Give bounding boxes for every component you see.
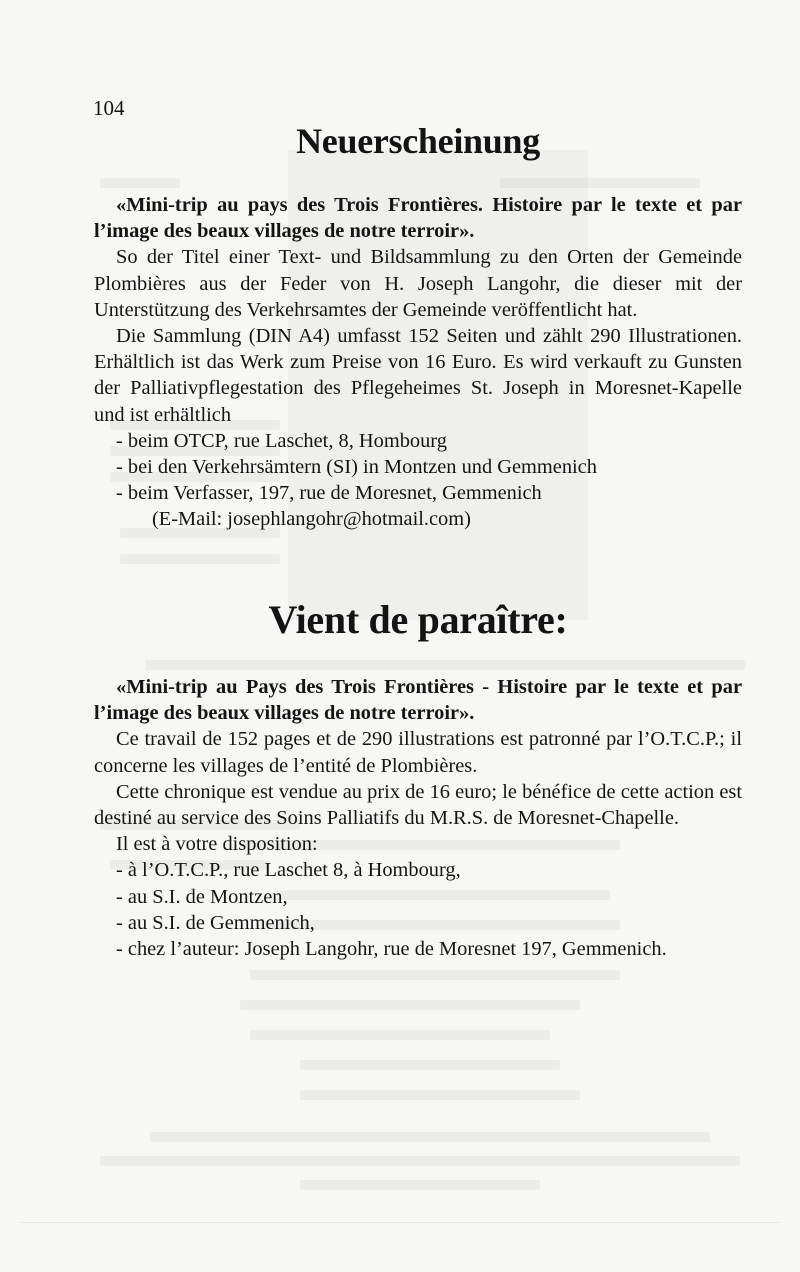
german-item: - beim OTCP, rue Laschet, 8, Hombourg	[116, 429, 447, 452]
german-heading: Neuerscheinung	[296, 121, 540, 161]
french-paragraph-2: Cette chronique est vendue au prix de 16 euro; le bénéfice de cette action est destiné au service des Soins Palliatifs du M.R.S. de Moresnet-Chapelle.	[94, 780, 742, 830]
bleed-line	[300, 1060, 560, 1070]
bleed-line	[150, 1132, 710, 1142]
bleed-line	[145, 660, 745, 670]
french-item: - au S.I. de Gemmenich,	[116, 911, 315, 934]
german-paragraph-1: So der Titel einer Text- und Bildsammlung zu den Orten der Gemeinde Plombières aus der Feder von H. Joseph Langohr, die dieser mit der Unterstützung des Verkehrsamtes der Gemeinde veröffentlicht hat.	[94, 246, 742, 321]
german-lead: «Mini-trip au pays des Trois Frontières. Histoire par le texte et par l’image des beaux villages de notre terroir».	[94, 194, 742, 243]
french-heading: Vient de paraître:	[268, 597, 568, 642]
bleed-line	[300, 1180, 540, 1190]
german-item: - beim Verfasser, 197, rue de Moresnet, Gemmenich	[116, 482, 542, 505]
german-item: - bei den Verkehrsämtern (SI) in Montzen und Gemmenich	[116, 456, 597, 479]
page-number: 104	[93, 96, 125, 120]
french-availability: Il est à votre disposition:	[116, 833, 318, 856]
french-item: - au S.I. de Montzen,	[116, 885, 288, 908]
german-paragraph-2: Die Sammlung (DIN A4) umfasst 152 Seiten und zählt 290 Illustrationen. Erhältlich ist das Werk zum Preise von 16 Euro. Es wird verkauft zu Gunsten der Palliativpflegestation des Pflegeheimes St. Joseph in Moresnet-Kapelle und ist erhältlich	[94, 325, 742, 426]
french-item: - chez l’auteur: Joseph Langohr, rue de Moresnet 197, Gemmenich.	[116, 938, 667, 961]
page-edge-line	[20, 1222, 780, 1223]
bleed-line	[500, 178, 700, 188]
french-lead: «Mini-trip au Pays des Trois Frontières - Histoire par le texte et par l’image des beaux villages de notre terroir».	[94, 676, 742, 725]
german-section	[94, 192, 742, 533]
bleed-line	[120, 554, 280, 564]
german-email: (E-Mail: josephlangohr@hotmail.com)	[152, 508, 471, 531]
bleed-line	[300, 1090, 580, 1100]
bleed-line	[250, 970, 620, 980]
bleed-line	[240, 1000, 580, 1010]
bleed-line	[250, 1030, 550, 1040]
french-paragraph-1: Ce travail de 152 pages et de 290 illustrations est patronné par l’O.T.C.P.; il concerne les villages de l’entité de Plombières.	[94, 728, 742, 777]
bleed-line	[100, 1156, 740, 1166]
bleed-line	[100, 178, 180, 188]
french-item: - à l’O.T.C.P., rue Laschet 8, à Hombourg,	[116, 859, 461, 882]
french-section	[94, 674, 742, 962]
